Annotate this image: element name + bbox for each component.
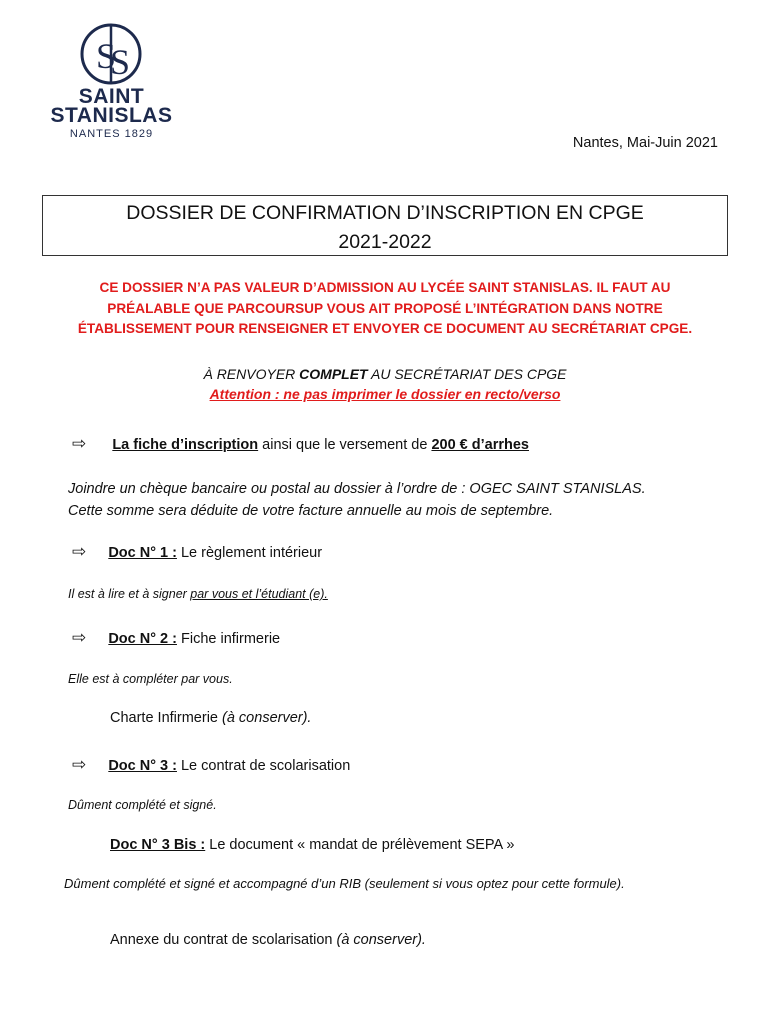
school-name xyxy=(44,87,179,125)
charte-infirmerie: Charte Infirmerie (à conserver). xyxy=(110,710,312,726)
school-name-line2: STANISLAS xyxy=(50,104,173,127)
arrow-right-icon: ⇨ xyxy=(72,628,87,647)
send-line: À RENVOYER COMPLET AU SECRÉTARIAT DES CPGE xyxy=(203,366,567,382)
admission-warning xyxy=(40,278,730,340)
school-name-line1: SAINT xyxy=(78,85,145,108)
arrow-right-icon: ⇨ xyxy=(72,542,87,561)
arrow-right-icon: ⇨ xyxy=(72,434,87,453)
warning-line1: CE DOSSIER N’A PAS VALEUR D’ADMISSION AU LYCÉE SAINT STANISLAS. IL FAUT AU xyxy=(99,280,671,295)
arrhes-amount: 200 € d’arrhes xyxy=(431,437,529,453)
arrow-right-icon: ⇨ xyxy=(72,755,87,774)
doc2-note: Elle est à compléter par vous. xyxy=(68,672,233,686)
monogram-icon xyxy=(44,20,179,88)
warning-line3: ÉTABLISSEMENT POUR RENSEIGNER ET ENVOYER CE DOCUMENT AU SECRÉTARIAT CPGE. xyxy=(77,321,693,336)
svg-text:S: S xyxy=(110,42,131,82)
title-line1: DOSSIER DE CONFIRMATION D’INSCRIPTION EN CPGE xyxy=(126,202,644,224)
school-city: NANTES 1829 xyxy=(69,128,154,140)
recto-verso-warning: Attention : ne pas imprimer le dossier en recto/verso xyxy=(209,386,561,402)
annexe-contrat: Annexe du contrat de scolarisation (à conserver). xyxy=(110,932,426,948)
item-fiche-inscription: ⇨ La fiche d’inscription ainsi que le versement de 200 € d’arrhes xyxy=(72,434,529,453)
send-instructions xyxy=(40,364,730,404)
fiche-note: Joindre un chèque bancaire ou postal au dossier à l’ordre de : OGEC SAINT STANISLAS. Cette somme sera déduite de votre facture annuelle au mois de septembre. xyxy=(68,481,646,519)
doc1-note: Il est à lire et à signer par vous et l’étudiant (e). xyxy=(68,587,328,601)
doc3bis-note: Dûment complété et signé et accompagné d’un RIB (seulement si vous optez pour cette formule). xyxy=(64,876,625,891)
title-year: 2021-2022 xyxy=(338,231,432,253)
item-doc3: ⇨ Doc N° 3 : Le contrat de scolarisation xyxy=(72,755,351,774)
school-logo xyxy=(44,20,179,93)
item-doc2: ⇨ Doc N° 2 : Fiche infirmerie xyxy=(72,628,281,647)
fiche-title: La fiche d’inscription xyxy=(112,437,259,453)
document-title xyxy=(42,195,728,256)
svg-text:S: S xyxy=(96,36,117,76)
item-doc3bis: Doc N° 3 Bis : Le document « mandat de prélèvement SEPA » xyxy=(110,837,515,853)
warning-line2: PRÉALABLE QUE PARCOURSUP VOUS AIT PROPOSÉ L’INTÉGRATION DANS NOTRE xyxy=(107,300,663,316)
item-doc1: ⇨ Doc N° 1 : Le règlement intérieur xyxy=(72,542,323,561)
document-date: Nantes, Mai-Juin 2021 xyxy=(572,135,718,151)
doc3-note: Dûment complété et signé. xyxy=(68,798,217,812)
